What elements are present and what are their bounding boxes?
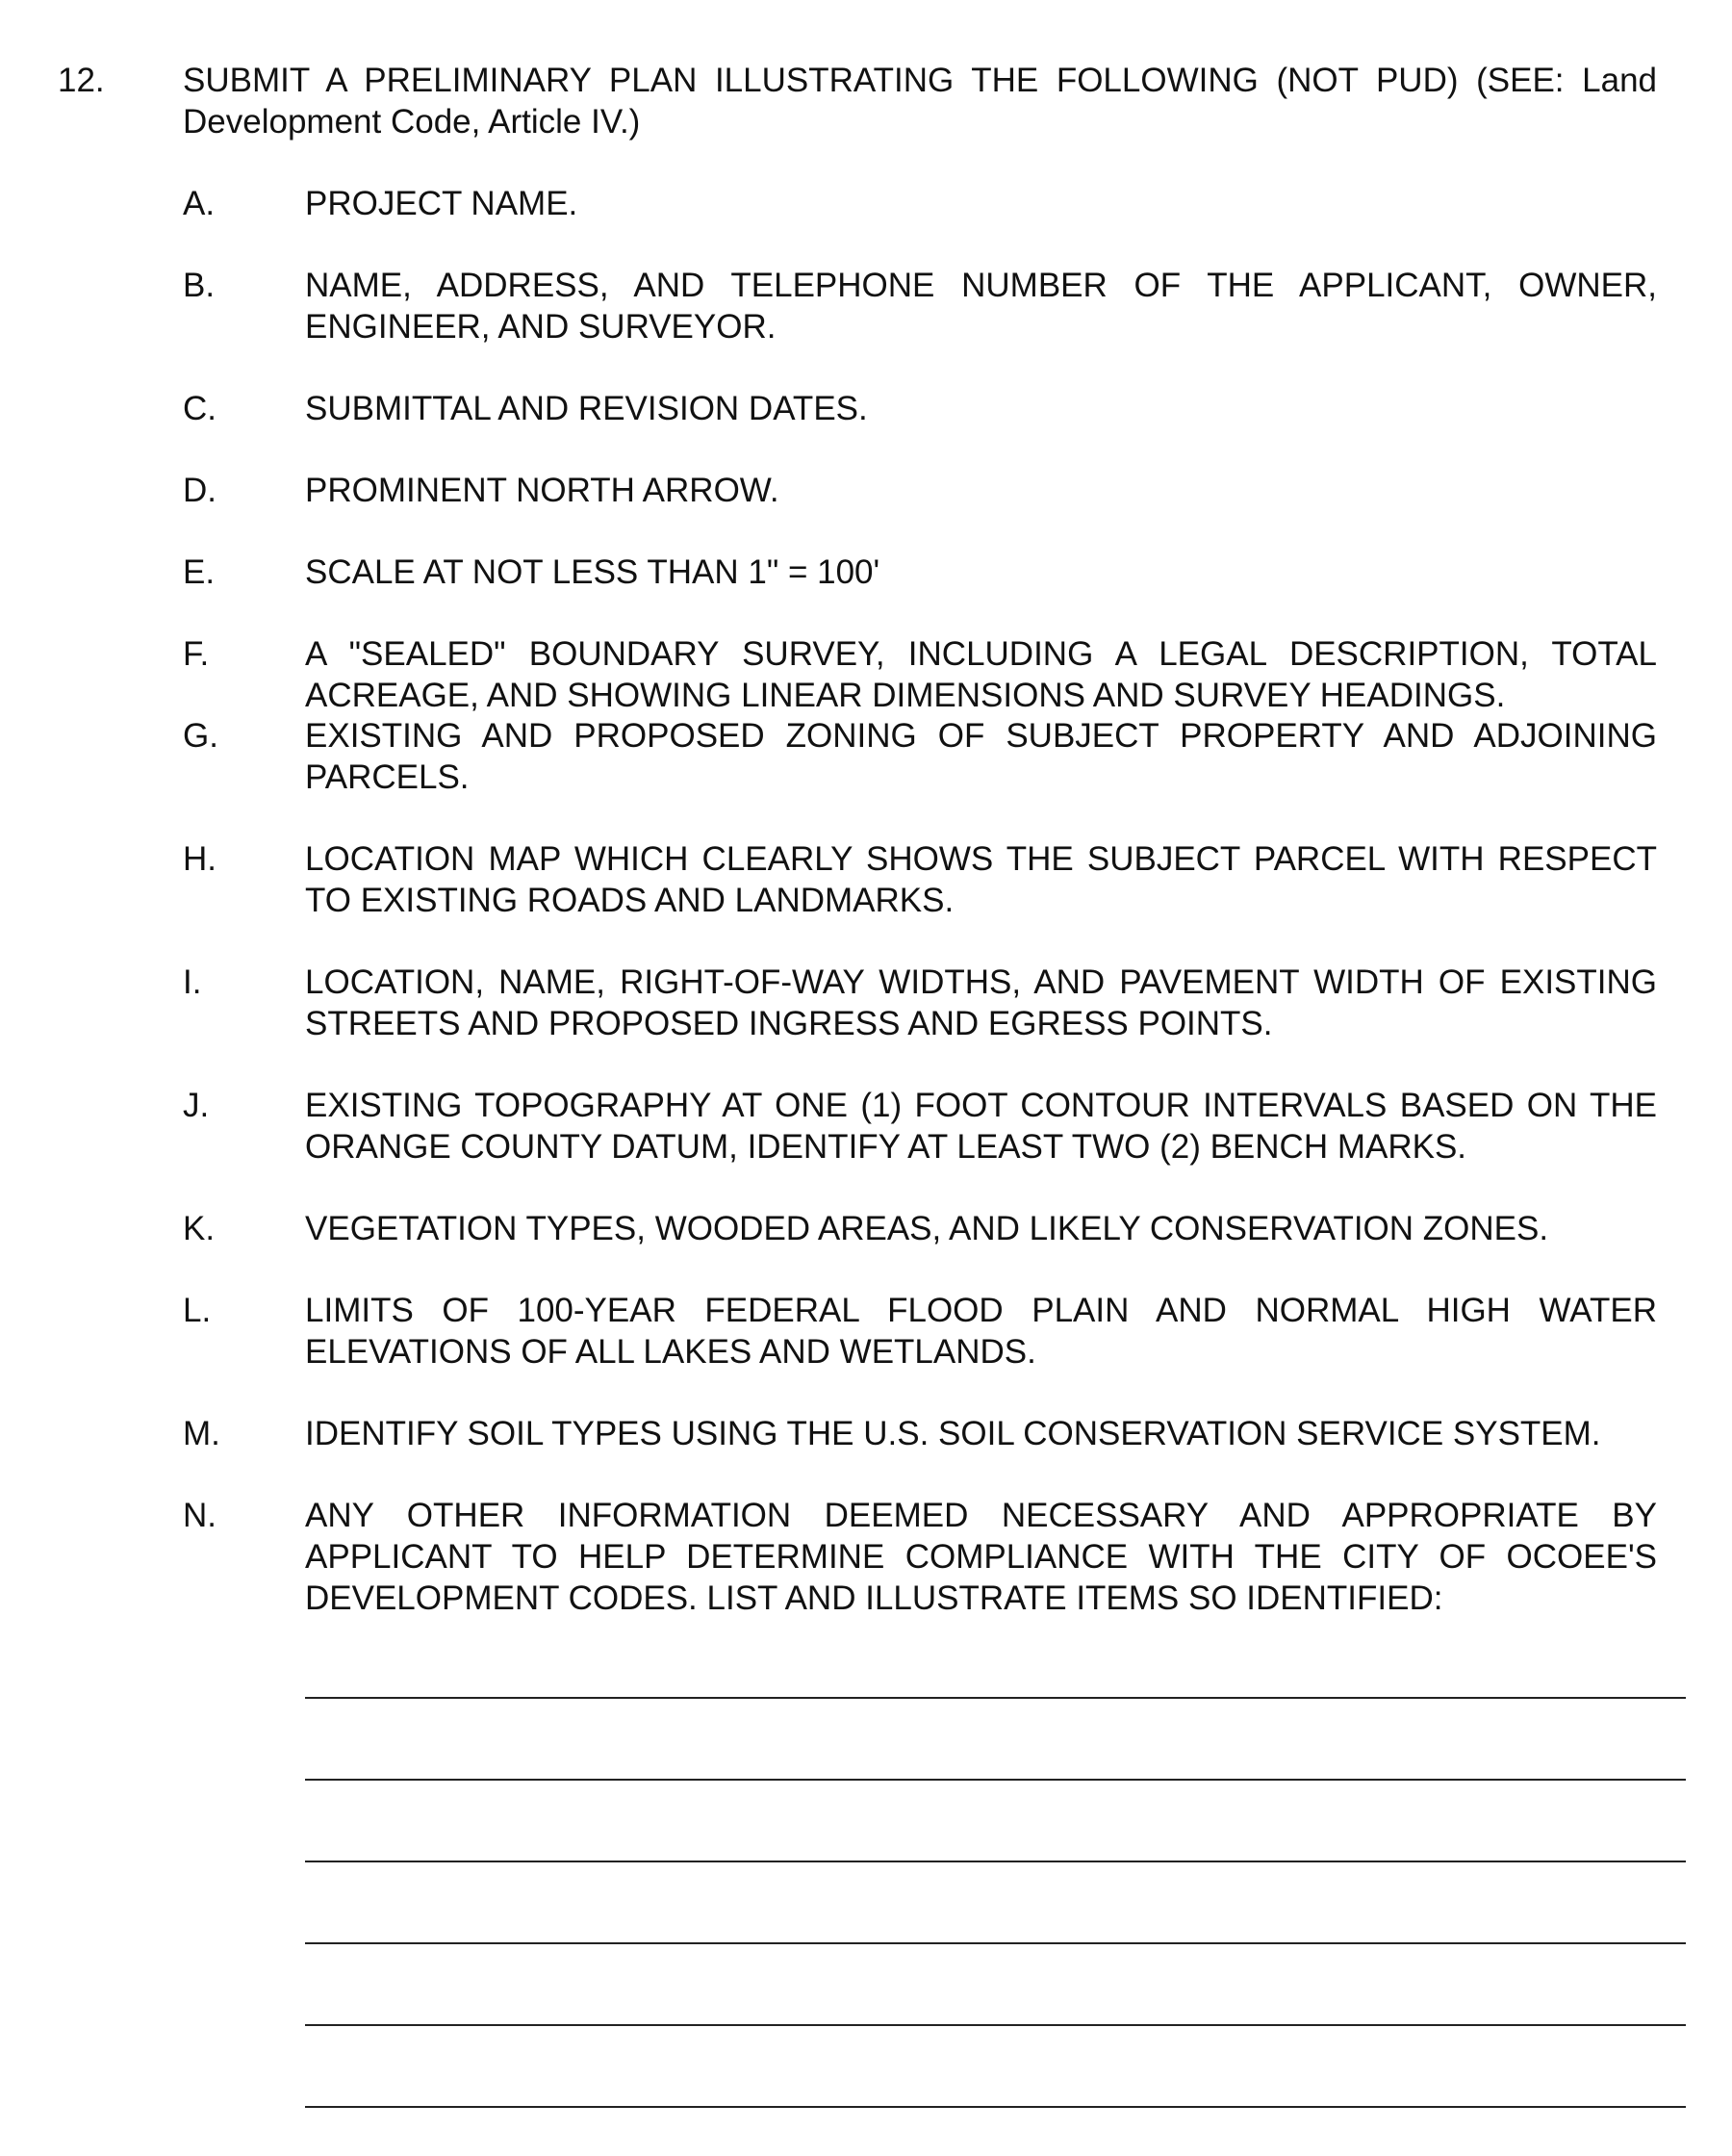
item-text: PROJECT NAME. xyxy=(305,185,578,222)
item-letter: E. xyxy=(183,553,216,591)
item-text: EXISTING AND PROPOSED ZONING OF SUBJECT PROPERTY AND ADJOINING PARCELS. xyxy=(305,717,1657,796)
item-letter: N. xyxy=(183,1497,216,1534)
item-text: SUBMITTAL AND REVISION DATES. xyxy=(305,390,868,427)
item-letter: M. xyxy=(183,1415,220,1452)
item-text: SCALE AT NOT LESS THAN 1" = 100' xyxy=(305,553,880,591)
item-text: LOCATION, NAME, RIGHT-OF-WAY WIDTHS, AND PAVEMENT WIDTH OF EXISTING STREETS AND PROPOSED INGRESS AND EGRESS POINTS. xyxy=(305,963,1657,1042)
item-letter: I. xyxy=(183,963,202,1001)
answer-line-4[interactable] xyxy=(305,1942,1686,1944)
item-text: EXISTING TOPOGRAPHY AT ONE (1) FOOT CONTOUR INTERVALS BASED ON THE ORANGE COUNTY DATUM, IDENTIFY AT LEAST TWO (2) BENCH MARKS. xyxy=(305,1087,1657,1166)
item-letter: K. xyxy=(183,1210,216,1247)
item-text: NAME, ADDRESS, AND TELEPHONE NUMBER OF THE APPLICANT, OWNER, ENGINEER, AND SURVEYOR. xyxy=(305,267,1657,346)
item-letter: F. xyxy=(183,635,210,673)
section-number: 12. xyxy=(58,62,105,99)
section-title: SUBMIT A PRELIMINARY PLAN ILLUSTRATING THE FOLLOWING (NOT PUD) (SEE: Land Development Code, Article IV.) xyxy=(183,62,1657,141)
answer-line-5[interactable] xyxy=(305,2024,1686,2026)
item-letter: L. xyxy=(183,1292,212,1329)
item-letter: B. xyxy=(183,267,216,304)
item-text: IDENTIFY SOIL TYPES USING THE U.S. SOIL CONSERVATION SERVICE SYSTEM. xyxy=(305,1415,1601,1452)
answer-line-6[interactable] xyxy=(305,2106,1686,2108)
item-text: ANY OTHER INFORMATION DEEMED NECESSARY AND APPROPRIATE BY APPLICANT TO HELP DETERMINE COMPLIANCE WITH THE CITY OF OCOEE'S DEVELOPMENT CODES. LIST AND ILLUSTRATE ITEMS SO IDENTIFIED: xyxy=(305,1497,1657,1617)
item-text: LOCATION MAP WHICH CLEARLY SHOWS THE SUBJECT PARCEL WITH RESPECT TO EXISTING ROADS AND LANDMARKS. xyxy=(305,840,1657,919)
item-letter: G. xyxy=(183,717,218,755)
answer-line-1[interactable] xyxy=(305,1697,1686,1699)
item-letter: A. xyxy=(183,185,216,222)
answer-line-2[interactable] xyxy=(305,1779,1686,1781)
item-text: A "SEALED" BOUNDARY SURVEY, INCLUDING A LEGAL DESCRIPTION, TOTAL ACREAGE, AND SHOWING LINEAR DIMENSIONS AND SURVEY HEADINGS. xyxy=(305,635,1657,714)
answer-line-3[interactable] xyxy=(305,1861,1686,1862)
item-letter: D. xyxy=(183,472,216,509)
item-text: VEGETATION TYPES, WOODED AREAS, AND LIKELY CONSERVATION ZONES. xyxy=(305,1210,1549,1247)
item-letter: J. xyxy=(183,1087,210,1124)
item-letter: H. xyxy=(183,840,216,878)
item-letter: C. xyxy=(183,390,216,427)
item-text: LIMITS OF 100-YEAR FEDERAL FLOOD PLAIN AND NORMAL HIGH WATER ELEVATIONS OF ALL LAKES AND WETLANDS. xyxy=(305,1292,1657,1371)
item-text: PROMINENT NORTH ARROW. xyxy=(305,472,779,509)
